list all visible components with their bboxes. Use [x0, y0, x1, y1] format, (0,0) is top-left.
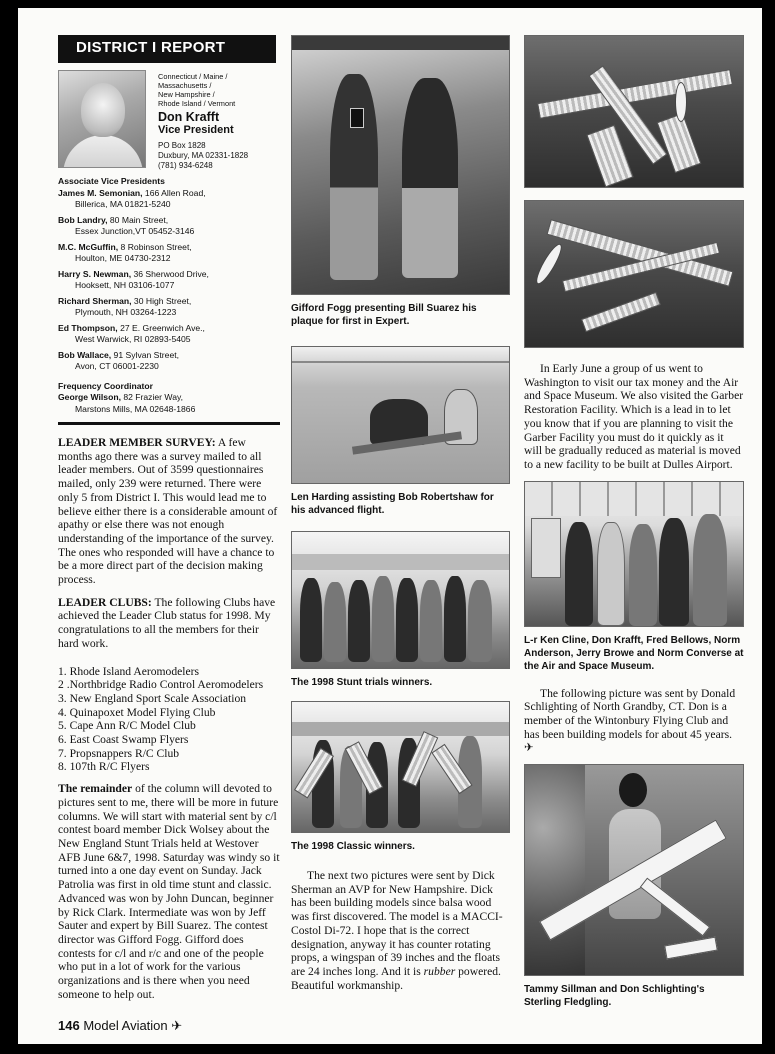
- caption-classic: The 1998 Classic winners.: [291, 841, 415, 852]
- photo-fogg-suarez: [291, 35, 510, 295]
- district-states: Connecticut / Maine / Massachusetts / New Hampshire / Rhode Island / Vermont: [158, 72, 236, 108]
- right-column: [524, 35, 744, 1009]
- list-item: 7. Propsnappers R/C Club: [58, 746, 180, 760]
- article-body-col3b: [524, 687, 744, 756]
- list-item: 3. New England Sport Scale Association: [58, 691, 247, 705]
- frequency-heading: Frequency Coordinator: [58, 380, 154, 391]
- following-paragraph: The following picture was sent by Donald Schlighting of North Grandby, CT. Don is a member of the Wintonbury Flying Club and has been building models for about 45 years. ✈: [524, 686, 736, 755]
- photo-seaplane-top: [524, 35, 744, 188]
- photo-sterling-fledgling: [524, 764, 744, 976]
- contact-entry: Harry S. Newman, 36 Sherwood Drive, Hooksett, NH 03106-1077: [58, 268, 209, 290]
- page-folio: [58, 1018, 182, 1034]
- caption-tammy: Tammy Sillman and Don Schlighting's Sterling Fledgling.: [524, 984, 705, 1009]
- remainder-paragraph: The remainder of the column will devoted to pictures sent to me, there will be more in future columns. We will start with material sent by c/l contest board member Dick Wolsey about the New England Stunt Trials held at Westover AFB June 6&7, 1998. Saturday was windy so it turned into a one day event on Sunday. Jack Patrolia was first in old time stunt and classic. Advanced was won by John Duncan, beginner by Rick Clark. Intermediate was won by Jeff Sauter and expert by Bill Suarez. The contest director was Gifford Fogg. Gifford does contests for c/l and r/c and one of the people who put in a lot of work for the various organizations and is there when you need someone to help out.: [58, 782, 280, 1001]
- contact-entry: James M. Semonian, 166 Allen Road, Billerica, MA 01821-5240: [58, 187, 206, 209]
- caption-harding: Len Harding assisting Bob Robertshaw for his advanced flight.: [291, 492, 494, 516]
- contact-entry: Bob Wallace, 91 Sylvan Street, Avon, CT 06001-2230: [58, 349, 180, 371]
- report-header: DISTRICT I REPORT: [58, 35, 276, 63]
- contact-entry: Bob Landry, 80 Main Street, Essex Junction,VT 05452-3146: [58, 214, 195, 236]
- june-paragraph: In Early June a group of us went to Washington to visit our tax money and the Air and Space Museum. We also visited the Garber Restoration Facility. Which is a lead in to let you know that if you are planning to visit the Garber Facility you must do it quickly as it will be gradually reduced as material is moved to a new facility to be built at Dulles Airport.: [524, 362, 744, 471]
- list-item: 8. 107th R/C Flyers: [58, 760, 150, 774]
- contact-entry: M.C. McGuffin, 8 Robinson Street, Houlton, ME 04730-2312: [58, 241, 192, 263]
- vp-title: Vice President: [158, 124, 234, 136]
- associates-heading: Associate Vice Presidents: [58, 176, 165, 186]
- contact-entry: Ed Thompson, 27 E. Greenwich Ave., West Warwick, RI 02893-5405: [58, 322, 205, 344]
- photo-air-space-museum: [524, 481, 744, 627]
- photo-stunt-winners: [291, 531, 510, 669]
- associate-vp-list: [58, 176, 280, 415]
- list-item: 4. Quinapoxet Model Flying Club: [58, 705, 216, 719]
- list-item: 6. East Coast Swamp Flyers: [58, 733, 189, 747]
- caption-museum: L-r Ken Cline, Don Krafft, Fred Bellows, Norm Anderson, Jerry Browe and Norm Converse at the Air and Space Museum.: [524, 634, 744, 672]
- page-number: 146: [58, 1018, 80, 1033]
- vice-president-block: [58, 70, 280, 176]
- caption-stunt: The 1998 Stunt trials winners.: [291, 677, 433, 688]
- magazine-name: Model Aviation: [83, 1018, 168, 1033]
- airplane-icon: ✈: [171, 1018, 183, 1033]
- next-two-paragraph: The next two pictures were sent by Dick Sherman an AVP for New Hampshire. Dick has been building models since balsa wood was first discovered. The model is a MACCI-Costol Di-72. I hope that is the correct designation, anyway it has counter rotating props, a wingspan of 39 inches and the floats are 24 inches long. And it is rubber powered. Beautiful workmanship.: [291, 869, 503, 992]
- photo-seaplane-side: [524, 200, 744, 348]
- survey-paragraph: LEADER MEMBER SURVEY: A few months ago there was a survey mailed to all leader members. Out of 3599 questionnaires mailed, only 239 were returned. There were only 5 from District I. This would lead me to believe either there is a considerable amount of apathy or else there was not enough understanding of the importance of the survey. The ones who responded will have a chance to be a more direct part of the decision making process.: [58, 436, 278, 587]
- caption-fogg: Gifford Fogg presenting Bill Suarez his plaque for first in Expert.: [291, 303, 477, 327]
- photo-classic-winners: [291, 701, 510, 833]
- frequency-coordinator: George Wilson, 82 Frazier Way, Marstons Mills, MA 02648-1866: [58, 392, 196, 414]
- article-body-col1: [58, 436, 280, 1001]
- contact-entry: Richard Sherman, 30 High Street, Plymouth, NH 03264-1223: [58, 295, 192, 317]
- divider-rule: [58, 422, 280, 425]
- vp-address: PO Box 1828 Duxbury, MA 02331-1828 (781) 934-6248: [158, 141, 249, 170]
- clubs-paragraph: LEADER CLUBS: The following Clubs have achieved the Leader Club status for 1998. My congratulations to all the members for their hard work.: [58, 595, 276, 650]
- article-body-col2: [291, 869, 510, 992]
- list-item: 5. Cape Ann R/C Model Club: [58, 719, 196, 733]
- left-column: [58, 35, 280, 1010]
- middle-column: [291, 35, 510, 1001]
- vp-name: Don Krafft: [158, 110, 220, 124]
- list-item: 1. Rhode Island Aeromodelers: [58, 664, 200, 678]
- magazine-page: [18, 8, 762, 1044]
- vice-president-portrait: [58, 70, 146, 168]
- article-body-col3a: [524, 362, 744, 472]
- leader-clubs-list: [58, 665, 280, 775]
- photo-harding-robertshaw: [291, 346, 510, 484]
- list-item: 2 .Northbridge Radio Control Aeromodelers: [58, 678, 264, 692]
